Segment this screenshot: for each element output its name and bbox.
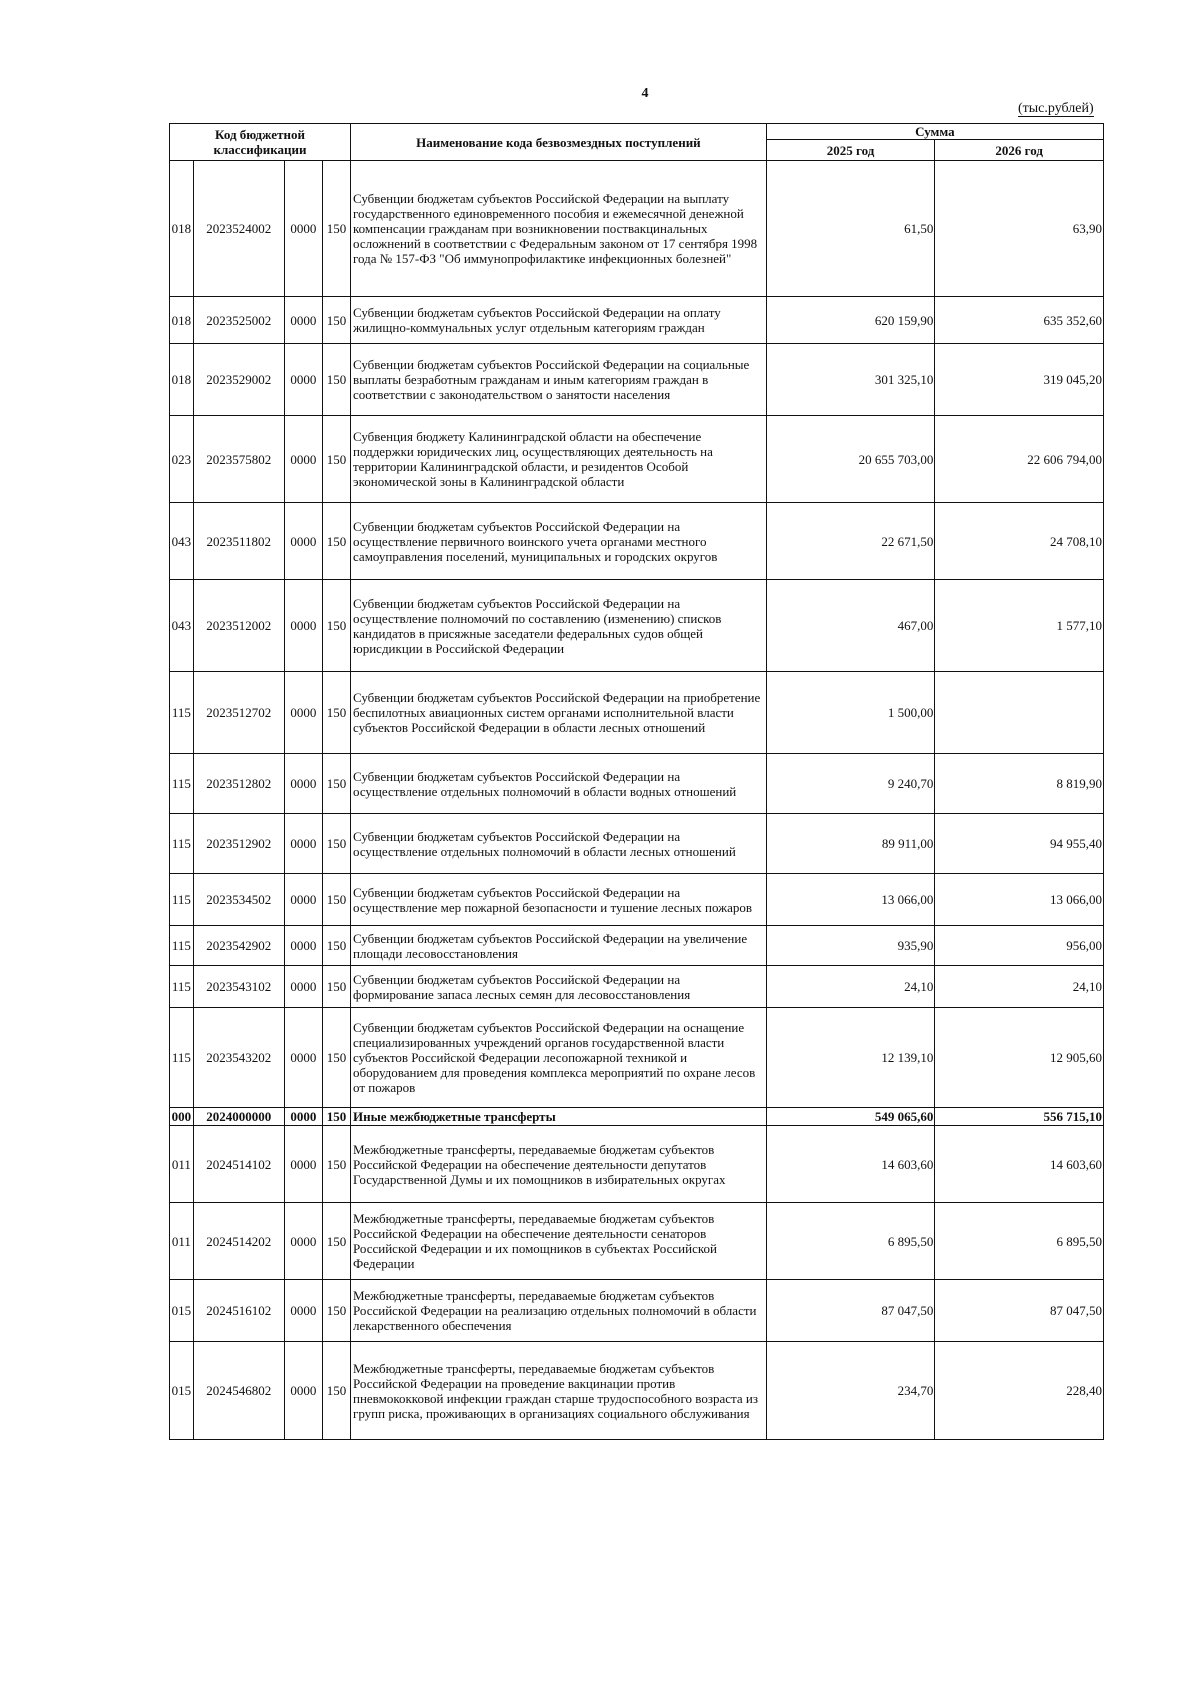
row-revenue-code: 2023512702 xyxy=(193,672,284,754)
row-program-code: 0000 xyxy=(284,416,322,503)
row-value-2025: 467,00 xyxy=(766,580,935,672)
row-program-code: 0000 xyxy=(284,580,322,672)
row-name: Субвенции бюджетам субъектов Российской Федерации на социальные выплаты безработным гражданам и иным категориям граждан в соответствии с законодательством о занятости населения xyxy=(351,344,767,416)
row-agency-code: 115 xyxy=(170,672,194,754)
header-year-2026: 2026 год xyxy=(935,140,1104,161)
row-value-2026: 87 047,50 xyxy=(935,1280,1104,1342)
row-value-2025: 935,90 xyxy=(766,926,935,966)
row-value-2025: 549 065,60 xyxy=(766,1108,935,1126)
row-value-2026: 6 895,50 xyxy=(935,1203,1104,1280)
row-value-2026: 1 577,10 xyxy=(935,580,1104,672)
row-program-code: 0000 xyxy=(284,754,322,814)
row-program-code: 0000 xyxy=(284,672,322,754)
row-revenue-code: 2023512902 xyxy=(193,814,284,874)
row-revenue-code: 2023543102 xyxy=(193,966,284,1008)
row-value-2026: 635 352,60 xyxy=(935,297,1104,344)
row-value-2026: 94 955,40 xyxy=(935,814,1104,874)
row-program-code: 0000 xyxy=(284,161,322,297)
row-value-2025: 14 603,60 xyxy=(766,1126,935,1203)
table-row xyxy=(170,416,1104,503)
row-agency-code: 115 xyxy=(170,754,194,814)
row-type-code: 150 xyxy=(323,814,351,874)
row-name: Межбюджетные трансферты, передаваемые бюджетам субъектов Российской Федерации на обеспечение деятельности депутатов Государственной Думы и их помощников в избирательных округах xyxy=(351,1126,767,1203)
row-value-2026: 319 045,20 xyxy=(935,344,1104,416)
row-value-2026: 22 606 794,00 xyxy=(935,416,1104,503)
row-agency-code: 115 xyxy=(170,926,194,966)
row-type-code: 150 xyxy=(323,1126,351,1203)
row-program-code: 0000 xyxy=(284,966,322,1008)
row-type-code: 150 xyxy=(323,1108,351,1126)
row-value-2026 xyxy=(935,672,1104,754)
row-type-code: 150 xyxy=(323,754,351,814)
row-revenue-code: 2023524002 xyxy=(193,161,284,297)
row-name: Субвенции бюджетам субъектов Российской Федерации на осуществление первичного воинского учета органами местного самоуправления поселений, муниципальных и городских округов xyxy=(351,503,767,580)
row-agency-code: 000 xyxy=(170,1108,194,1126)
row-type-code: 150 xyxy=(323,966,351,1008)
row-program-code: 0000 xyxy=(284,297,322,344)
table-row xyxy=(170,754,1104,814)
row-program-code: 0000 xyxy=(284,1203,322,1280)
row-name: Субвенции бюджетам субъектов Российской Федерации на осуществление отдельных полномочий в области водных отношений xyxy=(351,754,767,814)
row-value-2026: 12 905,60 xyxy=(935,1008,1104,1108)
row-type-code: 150 xyxy=(323,344,351,416)
header-name: Наименование кода безвозмездных поступлений xyxy=(351,124,767,161)
row-revenue-code: 2024000000 xyxy=(193,1108,284,1126)
row-value-2025: 6 895,50 xyxy=(766,1203,935,1280)
row-type-code: 150 xyxy=(323,874,351,926)
row-name: Межбюджетные трансферты, передаваемые бюджетам субъектов Российской Федерации на проведение вакцинации против пневмококковой инфекции граждан старше трудоспособного возраста из групп риска, проживающих в организациях социального обслуживания xyxy=(351,1342,767,1440)
row-revenue-code: 2023511802 xyxy=(193,503,284,580)
row-type-code: 150 xyxy=(323,1203,351,1280)
row-value-2025: 1 500,00 xyxy=(766,672,935,754)
row-name: Субвенции бюджетам субъектов Российской Федерации на увеличение площади лесовосстановления xyxy=(351,926,767,966)
row-revenue-code: 2024546802 xyxy=(193,1342,284,1440)
row-value-2026: 24,10 xyxy=(935,966,1104,1008)
row-type-code: 150 xyxy=(323,1280,351,1342)
row-value-2026: 24 708,10 xyxy=(935,503,1104,580)
row-revenue-code: 2023512002 xyxy=(193,580,284,672)
row-value-2026: 956,00 xyxy=(935,926,1104,966)
page-number: 4 xyxy=(641,86,649,101)
table-row xyxy=(170,1203,1104,1280)
row-program-code: 0000 xyxy=(284,1108,322,1126)
row-program-code: 0000 xyxy=(284,874,322,926)
header-sum: Сумма xyxy=(766,124,1103,140)
row-program-code: 0000 xyxy=(284,814,322,874)
row-value-2026: 13 066,00 xyxy=(935,874,1104,926)
row-name: Субвенции бюджетам субъектов Российской Федерации на приобретение беспилотных авиационных систем органами исполнительной власти субъектов Российской Федерации в области лесных отношений xyxy=(351,672,767,754)
row-program-code: 0000 xyxy=(284,1342,322,1440)
row-value-2025: 22 671,50 xyxy=(766,503,935,580)
row-value-2026: 63,90 xyxy=(935,161,1104,297)
row-type-code: 150 xyxy=(323,1008,351,1108)
row-revenue-code: 2024514102 xyxy=(193,1126,284,1203)
row-type-code: 150 xyxy=(323,503,351,580)
row-value-2026: 8 819,90 xyxy=(935,754,1104,814)
row-type-code: 150 xyxy=(323,416,351,503)
table-row xyxy=(170,503,1104,580)
row-program-code: 0000 xyxy=(284,1280,322,1342)
row-value-2026: 228,40 xyxy=(935,1342,1104,1440)
row-value-2025: 87 047,50 xyxy=(766,1280,935,1342)
row-agency-code: 011 xyxy=(170,1203,194,1280)
row-revenue-code: 2023575802 xyxy=(193,416,284,503)
table-row xyxy=(170,297,1104,344)
row-type-code: 150 xyxy=(323,161,351,297)
row-type-code: 150 xyxy=(323,926,351,966)
table-row xyxy=(170,672,1104,754)
table-row xyxy=(170,1342,1104,1440)
row-value-2025: 234,70 xyxy=(766,1342,935,1440)
row-revenue-code: 2023543202 xyxy=(193,1008,284,1108)
table-row xyxy=(170,161,1104,297)
row-agency-code: 115 xyxy=(170,1008,194,1108)
row-agency-code: 043 xyxy=(170,580,194,672)
units-label: (тыс.рублей) xyxy=(1018,101,1094,116)
row-program-code: 0000 xyxy=(284,926,322,966)
row-program-code: 0000 xyxy=(284,1126,322,1203)
header-year-2025: 2025 год xyxy=(766,140,935,161)
table-row xyxy=(170,1126,1104,1203)
row-value-2025: 24,10 xyxy=(766,966,935,1008)
row-name: Субвенции бюджетам субъектов Российской Федерации на формирование запаса лесных семян для лесовосстановления xyxy=(351,966,767,1008)
row-agency-code: 115 xyxy=(170,874,194,926)
row-revenue-code: 2023529002 xyxy=(193,344,284,416)
row-agency-code: 043 xyxy=(170,503,194,580)
row-revenue-code: 2023525002 xyxy=(193,297,284,344)
row-program-code: 0000 xyxy=(284,1008,322,1108)
table-row xyxy=(170,814,1104,874)
row-type-code: 150 xyxy=(323,580,351,672)
header-code: Код бюджетной классификации xyxy=(170,124,351,161)
row-agency-code: 018 xyxy=(170,161,194,297)
row-value-2025: 301 325,10 xyxy=(766,344,935,416)
row-name: Субвенции бюджетам субъектов Российской Федерации на оплату жилищно-коммунальных услуг отдельным категориям граждан xyxy=(351,297,767,344)
row-value-2025: 13 066,00 xyxy=(766,874,935,926)
table-row xyxy=(170,966,1104,1008)
budget-table xyxy=(169,123,1104,1440)
row-value-2025: 620 159,90 xyxy=(766,297,935,344)
row-name: Субвенция бюджету Калининградской области на обеспечение поддержки юридических лиц, осуществляющих деятельность на территории Калининградской области, и резидентов Особой экономической зоны в Калининградской области xyxy=(351,416,767,503)
row-agency-code: 018 xyxy=(170,297,194,344)
table-row xyxy=(170,1008,1104,1108)
table-row xyxy=(170,874,1104,926)
row-name: Субвенции бюджетам субъектов Российской Федерации на осуществление отдельных полномочий в области лесных отношений xyxy=(351,814,767,874)
row-agency-code: 011 xyxy=(170,1126,194,1203)
row-revenue-code: 2023512802 xyxy=(193,754,284,814)
row-value-2025: 12 139,10 xyxy=(766,1008,935,1108)
row-name: Субвенции бюджетам субъектов Российской Федерации на выплату государственного единовременного пособия и ежемесячной денежной компенсации гражданам при возникновении поствакцинальных осложнений в соответствии с Федеральным законом от 17 сентября 1998 года № 157-ФЗ "Об иммунопрофилактике инфекционных болезней" xyxy=(351,161,767,297)
row-program-code: 0000 xyxy=(284,344,322,416)
row-value-2025: 20 655 703,00 xyxy=(766,416,935,503)
row-revenue-code: 2024514202 xyxy=(193,1203,284,1280)
row-revenue-code: 2023542902 xyxy=(193,926,284,966)
table-row xyxy=(170,926,1104,966)
row-agency-code: 018 xyxy=(170,344,194,416)
row-agency-code: 115 xyxy=(170,966,194,1008)
row-agency-code: 015 xyxy=(170,1280,194,1342)
row-program-code: 0000 xyxy=(284,503,322,580)
row-type-code: 150 xyxy=(323,672,351,754)
row-name: Субвенции бюджетам субъектов Российской Федерации на оснащение специализированных учреждений органов государственной власти субъектов Российской Федерации лесопожарной техникой и оборудованием для проведения комплекса мероприятий по охране лесов от пожаров xyxy=(351,1008,767,1108)
row-type-code: 150 xyxy=(323,297,351,344)
row-name: Межбюджетные трансферты, передаваемые бюджетам субъектов Российской Федерации на реализацию отдельных полномочий в области лекарственного обеспечения xyxy=(351,1280,767,1342)
row-name: Субвенции бюджетам субъектов Российской Федерации на осуществление мер пожарной безопасности и тушение лесных пожаров xyxy=(351,874,767,926)
table-row xyxy=(170,1108,1104,1126)
row-value-2026: 556 715,10 xyxy=(935,1108,1104,1126)
row-agency-code: 015 xyxy=(170,1342,194,1440)
row-revenue-code: 2023534502 xyxy=(193,874,284,926)
row-name: Иные межбюджетные трансферты xyxy=(351,1108,767,1126)
table-row xyxy=(170,344,1104,416)
row-name: Межбюджетные трансферты, передаваемые бюджетам субъектов Российской Федерации на обеспечение деятельности сенаторов Российской Федерации и их помощников в субъектах Российской Федерации xyxy=(351,1203,767,1280)
row-value-2025: 9 240,70 xyxy=(766,754,935,814)
row-revenue-code: 2024516102 xyxy=(193,1280,284,1342)
table-row xyxy=(170,580,1104,672)
row-name: Субвенции бюджетам субъектов Российской Федерации на осуществление полномочий по составлению (изменению) списков кандидатов в присяжные заседатели федеральных судов общей юрисдикции в Российской Федерации xyxy=(351,580,767,672)
row-agency-code: 023 xyxy=(170,416,194,503)
row-type-code: 150 xyxy=(323,1342,351,1440)
row-value-2025: 61,50 xyxy=(766,161,935,297)
table-row xyxy=(170,1280,1104,1342)
row-value-2026: 14 603,60 xyxy=(935,1126,1104,1203)
row-value-2025: 89 911,00 xyxy=(766,814,935,874)
row-agency-code: 115 xyxy=(170,814,194,874)
